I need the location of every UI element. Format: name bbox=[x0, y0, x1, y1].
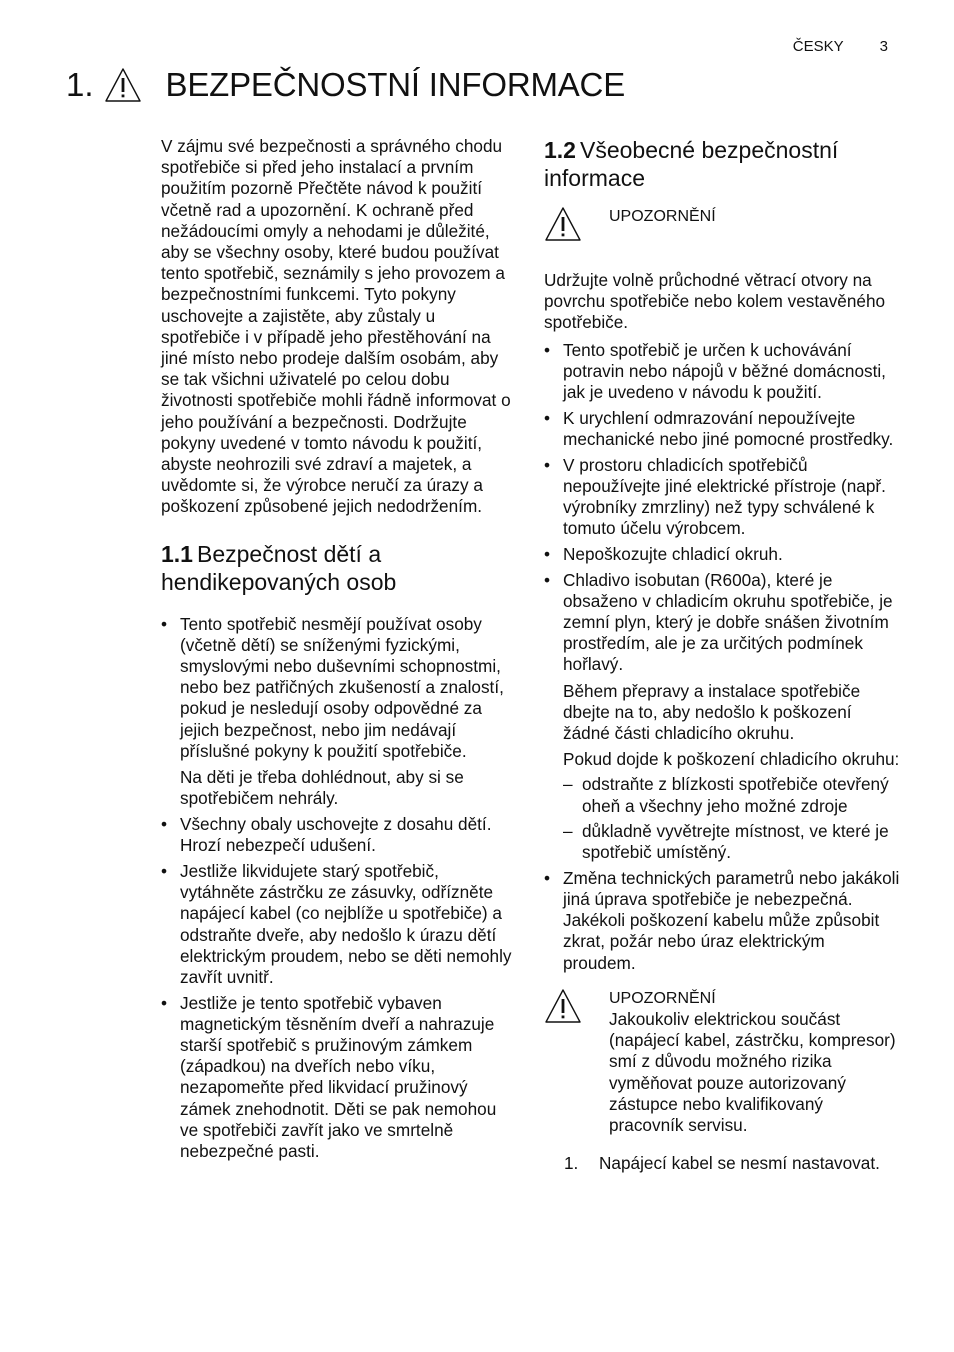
list-item-text: Jestliže likvidujete starý spotřebič, vytáhněte zástrčku ze zásuvky, odřízněte napájecí kabel (co nejblíže u spotřebiče) a odstraňte dveře, aby nedošlo k úrazu dětí elektrickým proudem, nebo se děti nemohly zavřít uvnitř. bbox=[180, 860, 512, 987]
damage-intro: Pokud dojde k poškození chladicího okruhu: bbox=[563, 749, 900, 770]
numbered-item bbox=[564, 1153, 900, 1174]
numbered-list bbox=[564, 1153, 900, 1174]
subsection-heading-1-1 bbox=[161, 540, 516, 596]
list-item bbox=[544, 868, 900, 974]
list-item bbox=[161, 993, 516, 1163]
warning-triangle-icon bbox=[104, 67, 142, 103]
warning-triangle-icon bbox=[544, 206, 582, 242]
list-item bbox=[544, 408, 900, 450]
subsection-heading-1-2 bbox=[544, 136, 900, 192]
dash-item-text: důkladně vyvětrejte místnost, ve které je spotřebič umístěný. bbox=[582, 820, 889, 863]
warning-text: Jakoukoliv elektrickou součást (napájecí kabel, zástrčku, kompresor) smí z důvodu možného rizika vyměňovat pouze autorizovaný zástupce nebo kvalifikovaný pracovník servisu. bbox=[609, 1009, 896, 1136]
list-item-text: Všechny obaly uschovejte z dosahu dětí. Hrozí nebezpečí udušení. bbox=[180, 813, 492, 856]
general-safety-list bbox=[544, 340, 900, 974]
list-item-text: Změna technických parametrů nebo jakákoli jiná úprava spotřebiče je nebezpečná. Jakékoli poškození kabelu může způsobit zkrat, požár nebo úraz elektrickým proudem. bbox=[563, 867, 900, 973]
vent-paragraph: Udržujte volně průchodné větrací otvory na povrchu spotřebiče nebo kolem vestavěného spotřebiče. bbox=[544, 270, 886, 333]
warning-triangle-icon bbox=[544, 988, 582, 1024]
section-number: 1. bbox=[66, 66, 94, 103]
list-item bbox=[161, 814, 516, 856]
section-heading bbox=[66, 66, 625, 104]
warning-content bbox=[609, 988, 899, 1136]
list-item-text: V prostoru chladicích spotřebičů nepoužívejte jiné elektrické přístroje (např. výrobníky zmrzliny) než typy schválené k tomuto účelu výrobcem. bbox=[563, 454, 886, 539]
subsection-number: 1.2 bbox=[544, 137, 576, 163]
section-title: BEZPEČNOSTNÍ INFORMACE bbox=[165, 66, 626, 103]
list-item-text: Nepoškozujte chladicí okruh. bbox=[563, 543, 783, 564]
right-column bbox=[544, 136, 900, 1174]
list-item-text: Jestliže je tento spotřebič vybaven magnetickým těsněním dveří a nahrazuje starší spotřebič s pružinovým zámkem (západkou) na dveřích nebo víku, nezapomeňte před likvidací pružinový zámek znehodnotit. Děti se pak nemohou ve spotřebiči zavřít jako ve smrtelně nebezpečné pasti. bbox=[180, 992, 497, 1162]
numbered-marker: 1. bbox=[564, 1153, 579, 1174]
warning-box bbox=[544, 206, 900, 242]
list-item-text: Tento spotřebič je určen k uchovávání potravin nebo nápojů v běžné domácnosti, jak je uvedeno v návodu k použití. bbox=[563, 339, 886, 403]
warning-label: UPOZORNĚNÍ bbox=[609, 989, 716, 1007]
list-item bbox=[161, 614, 516, 810]
list-item bbox=[544, 544, 900, 565]
list-item bbox=[161, 861, 516, 988]
subsection-title: Bezpečnost dětí a hendikepovaných osob bbox=[161, 540, 397, 595]
list-item bbox=[544, 570, 900, 864]
damage-steps-list bbox=[563, 774, 900, 863]
dash-item bbox=[563, 821, 900, 863]
dash-item-text: odstraňte z blízkosti spotřebiče otevřený oheň a všechny jeho možné zdroje bbox=[582, 774, 889, 816]
list-item-text: • Tento spotřebič nesmějí používat osoby (včetně dětí) se sníženými fyzickými, smyslovými nebo duševními schopnostmi, nebo bez patřičných zkušeností a znalostí, pokud je nesledují osoby odpovědné za jejich bezpečnost, nebo jim nedávají příslušné pokyny k použití spotřebiče. bbox=[180, 613, 504, 761]
left-column bbox=[161, 136, 516, 1167]
list-item-text: • Chladivo isobutan (R600a), které je obsaženo v chladicím okruhu spotřebiče, je zemní plyn, který je dobře snášen životním prostředím, ale je za určitých podmínek hořlavý. bbox=[563, 569, 893, 675]
language-label: ČESKY bbox=[792, 38, 844, 55]
list-item bbox=[544, 340, 900, 404]
list-item bbox=[544, 455, 900, 540]
list-item-note: Na děti je třeba dohlédnout, aby si se spotřebičem nehrály. bbox=[180, 767, 464, 809]
page-header bbox=[793, 38, 888, 55]
intro-paragraph: V zájmu své bezpečnosti a správného chodu spotřebiče si před jeho instalací a prvním použitím pozorně Přečtěte návod k použití včetně rad a upozornění. K ochraně před nežádoucími omyly a nehodami je důležité, aby se všechny osoby, které budou používat tento spotřebič, seznámily s jeho provozem a bezpečnostními funkcemi. Tyto pokyny uschovejte a zajistěte, aby zůstaly u spotřebiče i v případě jeho přestěhování na jiné místo nebo prodeje dalším osobám, aby se tak všichni uživatelé po celou dobu životnosti spotřebiče mohli řádně informovat o jeho používání a bezpečnosti. Dodržujte pokyny uvedené v tomto návodu k použití, abyste neohrozili své zdraví a majetek, a uvědomte si, že výrobce neručí za úrazy a poškození způsobené jejich nedodržením. bbox=[161, 136, 511, 517]
subsection-number: 1.1 bbox=[161, 540, 193, 567]
transport-note: Během přepravy a instalace spotřebiče dbejte na to, aby nedošlo k poškození žádné části chladicího okruhu. bbox=[563, 680, 861, 744]
page-number: 3 bbox=[879, 38, 888, 55]
subsection-title: Všeobecné bezpečnostní informace bbox=[544, 137, 839, 191]
list-item-text: K urychlení odmrazování nepoužívejte mechanické nebo jiné pomocné prostředky. bbox=[563, 407, 894, 449]
dash-item bbox=[563, 774, 900, 816]
warning-box bbox=[544, 988, 900, 1136]
numbered-text: Napájecí kabel se nesmí nastavovat. bbox=[599, 1153, 880, 1174]
warning-label: UPOZORNĚNÍ bbox=[609, 208, 716, 225]
children-safety-list bbox=[161, 614, 516, 1163]
